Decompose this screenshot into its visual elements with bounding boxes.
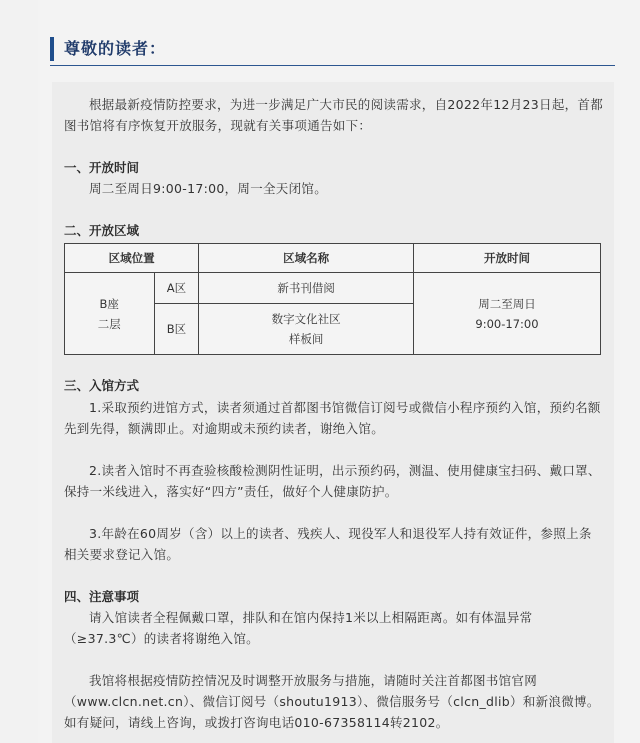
section-area-title: 二、开放区域 (64, 223, 140, 238)
hours-time: 9:00-17:00 (475, 316, 539, 331)
zone-b-name-line2: 样板间 (288, 332, 324, 346)
section-entry-paragraph-1: 1.采取预约进馆方式，读者须通过首都图书馆微信订阅号或微信小程序预约入馆，预约名额先到先得，额满即止。对逾期或未预约读者，谢绝入馆。 (64, 400, 601, 436)
heading-accent-bar (50, 37, 54, 61)
building-label: B座 (99, 296, 119, 311)
table-header-location: 区域位置 (65, 244, 199, 273)
floor-label: 二层 (97, 316, 121, 331)
zone-b-name-line1: 数字文化社区 (271, 312, 341, 326)
open-area-table (64, 243, 601, 355)
table-cell-zone-a-name: 新书刊借阅 (199, 273, 414, 304)
section-entry-paragraph-2: 2.读者入馆时不再查验核酸检测阴性证明，出示预约码，测温、使用健康宝扫码、戴口罩、保持一米线进入，落实好“四方”责任，做好个人健康防护。 (64, 463, 601, 499)
section-entry-title: 三、入馆方式 (64, 378, 140, 393)
table-cell-zone-b: B区 (154, 304, 199, 355)
table-cell-building-floor (65, 273, 155, 355)
table-cell-zone-b-name (199, 304, 414, 355)
notice-body (52, 82, 614, 743)
table-cell-hours (413, 273, 600, 355)
section-entry-paragraph-3: 3.年龄在60周岁（含）以上的读者、残疾人、现役军人和退役军人持有效证件，参照上条相关要求登记入馆。 (64, 526, 592, 562)
hours-days: 周二至周日 (478, 296, 536, 311)
salutation-title: 尊敬的读者： (64, 39, 167, 58)
table-row (65, 273, 601, 304)
salutation-heading (50, 34, 615, 64)
table-header-row (65, 244, 601, 273)
section-notes-paragraph-1: 请入馆读者全程佩戴口罩，排队和在馆内保持1米以上相隔距离。如有体温异常（≥37.3℃）的读者将谢绝入馆。 (64, 610, 533, 646)
section-hours-title: 一、开放时间 (64, 160, 140, 175)
table-header-hours: 开放时间 (413, 244, 600, 273)
intro-paragraph: 根据最新疫情防控要求，为进一步满足广大市民的阅读需求，自2022年12月23日起，首都图书馆将有序恢复开放服务，现就有关事项通告如下： (64, 97, 604, 133)
table-cell-zone-a: A区 (154, 273, 199, 304)
table-header-zone-name: 区域名称 (199, 244, 414, 273)
section-notes-title: 四、注意事项 (64, 589, 140, 604)
section-hours-text: 周二至周日9:00-17:00，周一全天闭馆。 (89, 181, 328, 196)
section-notes-paragraph-2: 我馆将根据疫情防控情况及时调整开放服务与措施，请随时关注首都图书馆官网（www.clcn.net.cn）、微信订阅号（shoutu1913）、微信服务号（clcn_dlib）和新浪微博。如有疑问，请线上咨询，或拨打咨询电话010-67358114转2102。 (64, 673, 600, 730)
heading-divider (50, 65, 615, 66)
